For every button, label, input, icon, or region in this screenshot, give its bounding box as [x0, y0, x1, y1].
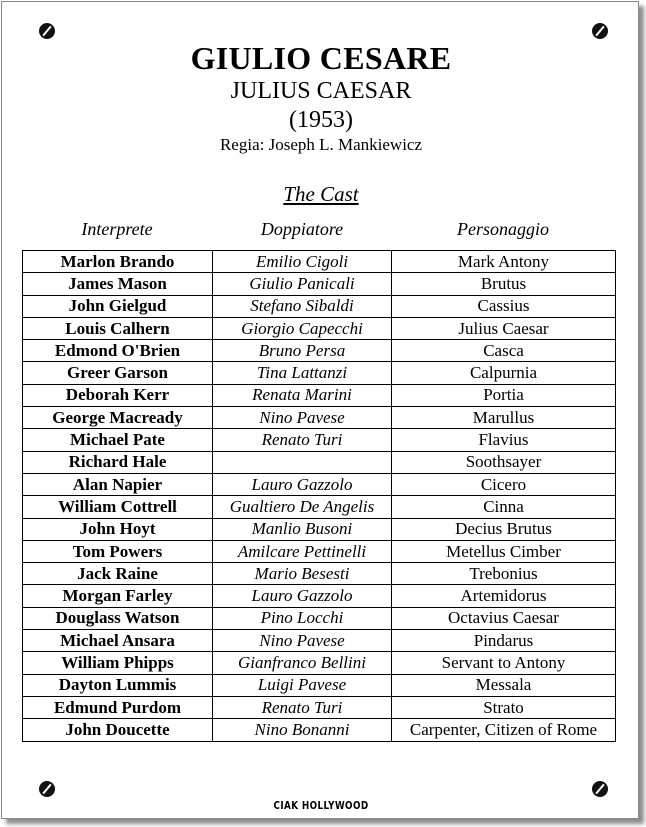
- role-cell: Cassius: [392, 295, 616, 317]
- cast-table: [22, 250, 616, 742]
- table-row: [23, 273, 616, 295]
- table-row: [23, 362, 616, 384]
- role-cell: Cicero: [392, 473, 616, 495]
- role-cell: Octavius Caesar: [392, 607, 616, 629]
- table-row: [23, 496, 616, 518]
- actor-cell: John Gielgud: [23, 295, 213, 317]
- role-cell: Casca: [392, 340, 616, 362]
- role-cell: Calpurnia: [392, 362, 616, 384]
- role-cell: Decius Brutus: [392, 518, 616, 540]
- dubber-cell: Lauro Gazzolo: [213, 585, 392, 607]
- dubber-cell: Nino Pavese: [213, 630, 392, 652]
- dubber-cell: Pino Locchi: [213, 607, 392, 629]
- page-title: GIULIO CESARE: [190, 40, 452, 76]
- actor-cell: Richard Hale: [23, 451, 213, 473]
- table-row: [23, 652, 616, 674]
- dubber-cell: Giorgio Capecchi: [213, 317, 392, 339]
- table-row: [23, 719, 616, 741]
- table-row: [23, 607, 616, 629]
- actor-cell: Louis Calhern: [23, 317, 213, 339]
- screw-icon: [592, 23, 608, 39]
- actor-cell: Edmond O'Brien: [23, 340, 213, 362]
- actor-cell: Edmund Purdom: [23, 696, 213, 718]
- role-cell: Trebonius: [392, 563, 616, 585]
- table-row: [23, 407, 616, 429]
- dubber-cell: Lauro Gazzolo: [213, 473, 392, 495]
- role-cell: Messala: [392, 674, 616, 696]
- dubber-cell: Giulio Panicali: [213, 273, 392, 295]
- dubber-cell: Amilcare Pettinelli: [213, 540, 392, 562]
- table-row: [23, 518, 616, 540]
- table-row: [23, 696, 616, 718]
- screw-icon: [39, 23, 55, 39]
- table-row: [23, 540, 616, 562]
- role-cell: Marullus: [392, 407, 616, 429]
- column-header-personaggio: Personaggio: [457, 219, 549, 239]
- dubber-cell: Gualtiero De Angelis: [213, 496, 392, 518]
- dubber-cell: Emilio Cigoli: [213, 251, 392, 273]
- role-cell: Artemidorus: [392, 585, 616, 607]
- role-cell: Strato: [392, 696, 616, 718]
- role-cell: Brutus: [392, 273, 616, 295]
- screw-icon: [39, 781, 55, 797]
- actor-cell: John Hoyt: [23, 518, 213, 540]
- table-row: [23, 317, 616, 339]
- cast-heading: The Cast: [283, 182, 359, 206]
- actor-cell: Dayton Lummis: [23, 674, 213, 696]
- dubber-cell: Mario Besesti: [213, 563, 392, 585]
- dubber-cell: Tina Lattanzi: [213, 362, 392, 384]
- actor-cell: Marlon Brando: [23, 251, 213, 273]
- actor-cell: Douglass Watson: [23, 607, 213, 629]
- dubber-cell: Nino Pavese: [213, 407, 392, 429]
- table-row: [23, 340, 616, 362]
- table-row: [23, 585, 616, 607]
- role-cell: Cinna: [392, 496, 616, 518]
- actor-cell: Morgan Farley: [23, 585, 213, 607]
- table-row: [23, 451, 616, 473]
- actor-cell: Alan Napier: [23, 473, 213, 495]
- dubber-cell: Bruno Persa: [213, 340, 392, 362]
- table-row: [23, 630, 616, 652]
- actor-cell: Deborah Kerr: [23, 384, 213, 406]
- dubber-cell: Nino Bonanni: [213, 719, 392, 741]
- dubber-cell: [213, 451, 392, 473]
- actor-cell: Michael Pate: [23, 429, 213, 451]
- role-cell: Servant to Antony: [392, 652, 616, 674]
- role-cell: Soothsayer: [392, 451, 616, 473]
- actor-cell: James Mason: [23, 273, 213, 295]
- actor-cell: George Macready: [23, 407, 213, 429]
- role-cell: Portia: [392, 384, 616, 406]
- table-row: [23, 384, 616, 406]
- dubber-cell: Gianfranco Bellini: [213, 652, 392, 674]
- actor-cell: Michael Ansara: [23, 630, 213, 652]
- cast-plaque: [1, 1, 639, 819]
- table-row: [23, 563, 616, 585]
- page-subtitle: JULIUS CAESAR: [230, 78, 412, 104]
- ciak-hollywood-logo: CIAK HOLLYWOOD: [273, 799, 369, 812]
- screw-icon: [592, 781, 608, 797]
- actor-cell: William Cottrell: [23, 496, 213, 518]
- actor-cell: Greer Garson: [23, 362, 213, 384]
- dubber-cell: Renato Turi: [213, 696, 392, 718]
- release-year: (1953): [289, 107, 353, 133]
- actor-cell: John Doucette: [23, 719, 213, 741]
- dubber-cell: Stefano Sibaldi: [213, 295, 392, 317]
- role-cell: Julius Caesar: [392, 317, 616, 339]
- column-header-interprete: Interprete: [81, 219, 153, 239]
- role-cell: Pindarus: [392, 630, 616, 652]
- column-header-doppiatore: Doppiatore: [260, 219, 344, 239]
- dubber-cell: Luigi Pavese: [213, 674, 392, 696]
- table-row: [23, 674, 616, 696]
- dubber-cell: Renata Marini: [213, 384, 392, 406]
- role-cell: Carpenter, Citizen of Rome: [392, 719, 616, 741]
- role-cell: Flavius: [392, 429, 616, 451]
- role-cell: Mark Antony: [392, 251, 616, 273]
- table-row: [23, 429, 616, 451]
- role-cell: Metellus Cimber: [392, 540, 616, 562]
- actor-cell: Jack Raine: [23, 563, 213, 585]
- table-row: [23, 295, 616, 317]
- dubber-cell: Manlio Busoni: [213, 518, 392, 540]
- table-row: [23, 473, 616, 495]
- dubber-cell: Renato Turi: [213, 429, 392, 451]
- actor-cell: Tom Powers: [23, 540, 213, 562]
- table-row: [23, 251, 616, 273]
- director-credit: Regia: Joseph L. Mankiewicz: [219, 135, 423, 154]
- actor-cell: William Phipps: [23, 652, 213, 674]
